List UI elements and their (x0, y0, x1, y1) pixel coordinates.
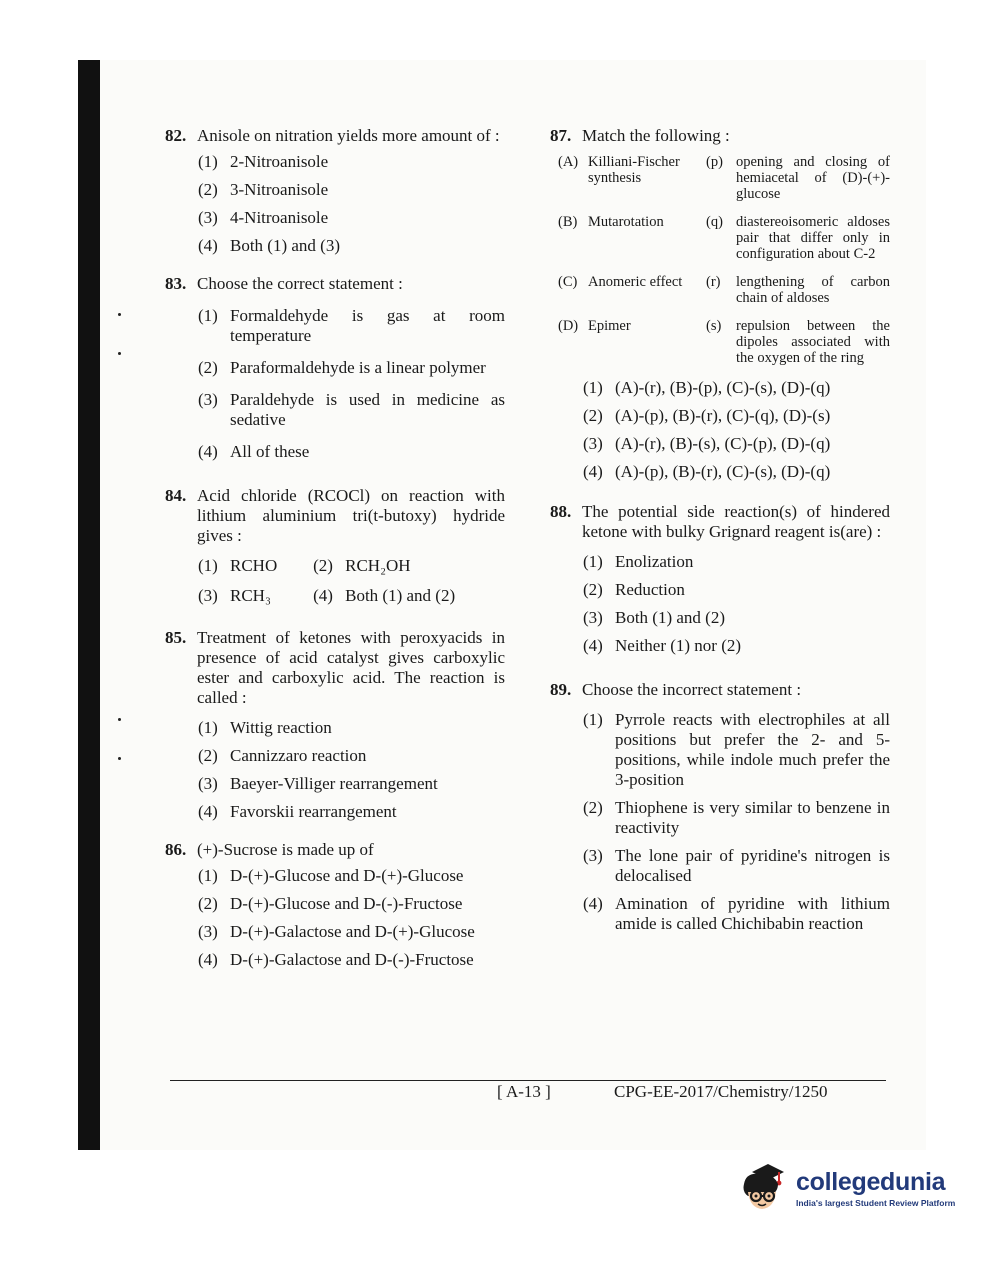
question-number: 83. (165, 274, 187, 293)
page-number: [ A-13 ] (497, 1082, 551, 1101)
question-number: 86. (165, 840, 187, 859)
exam-code: CPG-EE-2017/Chemistry/1250 (614, 1082, 828, 1101)
question-text: Anisole on nitration yields more amount of : (197, 126, 500, 145)
question-88 (550, 502, 890, 656)
option: (2) Paraformaldehyde is a linear polymer (198, 358, 486, 377)
option: (3) RCH₃ (198, 586, 271, 605)
question-84 (165, 486, 505, 606)
question-87 (550, 126, 890, 482)
option: (1) 2-Nitroanisole (198, 152, 329, 171)
option: (2) RCH₂OH (313, 556, 411, 575)
question-text: Acid chloride (RCOCl) on reaction with lithium aluminium tri(t-butoxy) hydride gives : (197, 486, 505, 545)
option: (4) Neither (1) nor (2) (583, 636, 742, 655)
question-85 (165, 628, 505, 822)
option: (1) Pyrrole reacts with electrophiles at all positions but prefer the 2- and 5-positions, while indole much prefer the 3-position (583, 710, 890, 789)
match-row: (A) Killiani-Fischer synthesis (p) opening and closing of hemiacetal of (D)-(+)-glucose (558, 154, 890, 202)
option: (3) Both (1) and (2) (583, 608, 726, 627)
question-text: Match the following : (582, 126, 730, 145)
option: (4) Amination of pyridine with lithium amide is called Chichibabin reaction (583, 894, 890, 933)
question-82 (165, 126, 505, 256)
question-text: Treatment of ketones with peroxyacids in presence of acid catalyst gives carboxylic ester and carboxylic acid. The reaction is called : (197, 628, 505, 707)
option: (3) The lone pair of pyridine's nitrogen is delocalised (583, 846, 890, 885)
question-text: (+)-Sucrose is made up of (197, 840, 374, 859)
option: (4) (A)-(p), (B)-(r), (C)-(s), (D)-(q) (583, 462, 831, 481)
brand-name: collegedunia (796, 1168, 946, 1196)
scan-mark (118, 718, 121, 721)
option: (1) D-(+)-Glucose and D-(+)-Glucose (198, 866, 464, 885)
right-column (550, 126, 890, 952)
question-89 (550, 680, 890, 934)
option: (1) Wittig reaction (198, 718, 332, 737)
question-83 (165, 274, 505, 462)
question-text: Choose the correct statement : (197, 274, 403, 293)
option: (2) Cannizzaro reaction (198, 746, 367, 765)
question-number: 87. (550, 126, 572, 145)
option: (3) (A)-(r), (B)-(s), (C)-(p), (D)-(q) (583, 434, 831, 453)
question-number: 84. (165, 486, 187, 505)
footer-rule (170, 1080, 886, 1081)
option: (1) RCHO (198, 556, 278, 575)
page-binding-edge (78, 60, 100, 1150)
match-row: (C) Anomeric effect (r) lengthening of carbon chain of aldoses (558, 274, 890, 306)
option: (2) (A)-(p), (B)-(r), (C)-(q), (D)-(s) (583, 406, 831, 425)
left-column (165, 126, 505, 988)
option: (2) Thiophene is very similar to benzene in reactivity (583, 798, 890, 837)
option: (4) All of these (198, 442, 310, 461)
option: (3) Baeyer-Villiger rearrangement (198, 774, 438, 793)
question-number: 85. (165, 628, 187, 647)
option: (2) Reduction (583, 580, 685, 599)
question-number: 88. (550, 502, 572, 521)
scan-mark (118, 352, 121, 355)
question-text: The potential side reaction(s) of hindered ketone with bulky Grignard reagent is(are) : (582, 502, 890, 541)
option: (1) Formaldehyde is gas at room temperature (198, 306, 505, 345)
collegedunia-logo[interactable] (738, 1162, 955, 1214)
option: (4) Both (1) and (3) (198, 236, 341, 255)
option: (1) (A)-(r), (B)-(p), (C)-(s), (D)-(q) (583, 378, 831, 397)
option: (4) D-(+)-Galactose and D-(-)-Fructose (198, 950, 474, 969)
scan-mark (118, 313, 121, 316)
option: (4) Favorskii rearrangement (198, 802, 397, 821)
option: (3) Paraldehyde is used in medicine as sedative (198, 390, 505, 429)
option: (2) D-(+)-Glucose and D-(-)-Fructose (198, 894, 463, 913)
brand-tagline: India's largest Student Review Platform (796, 1198, 956, 1208)
question-text: Choose the incorrect statement : (582, 680, 802, 699)
option: (1) Enolization (583, 552, 694, 571)
match-row: (B) Mutarotation (q) diastereoisomeric aldoses pair that differ only in configuration about C-2 (558, 214, 890, 262)
option: (2) 3-Nitroanisole (198, 180, 329, 199)
match-table (558, 154, 890, 366)
question-number: 82. (165, 126, 187, 145)
question-number: 89. (550, 680, 572, 699)
option: (4) Both (1) and (2) (313, 586, 456, 605)
mascot-icon (738, 1162, 790, 1214)
question-86 (165, 840, 505, 970)
scan-mark (118, 757, 121, 760)
option: (3) 4-Nitroanisole (198, 208, 329, 227)
option: (3) D-(+)-Galactose and D-(+)-Glucose (198, 922, 475, 941)
match-row: (D) Epimer (s) repulsion between the dipoles associated with the oxygen of the ring (558, 318, 890, 366)
